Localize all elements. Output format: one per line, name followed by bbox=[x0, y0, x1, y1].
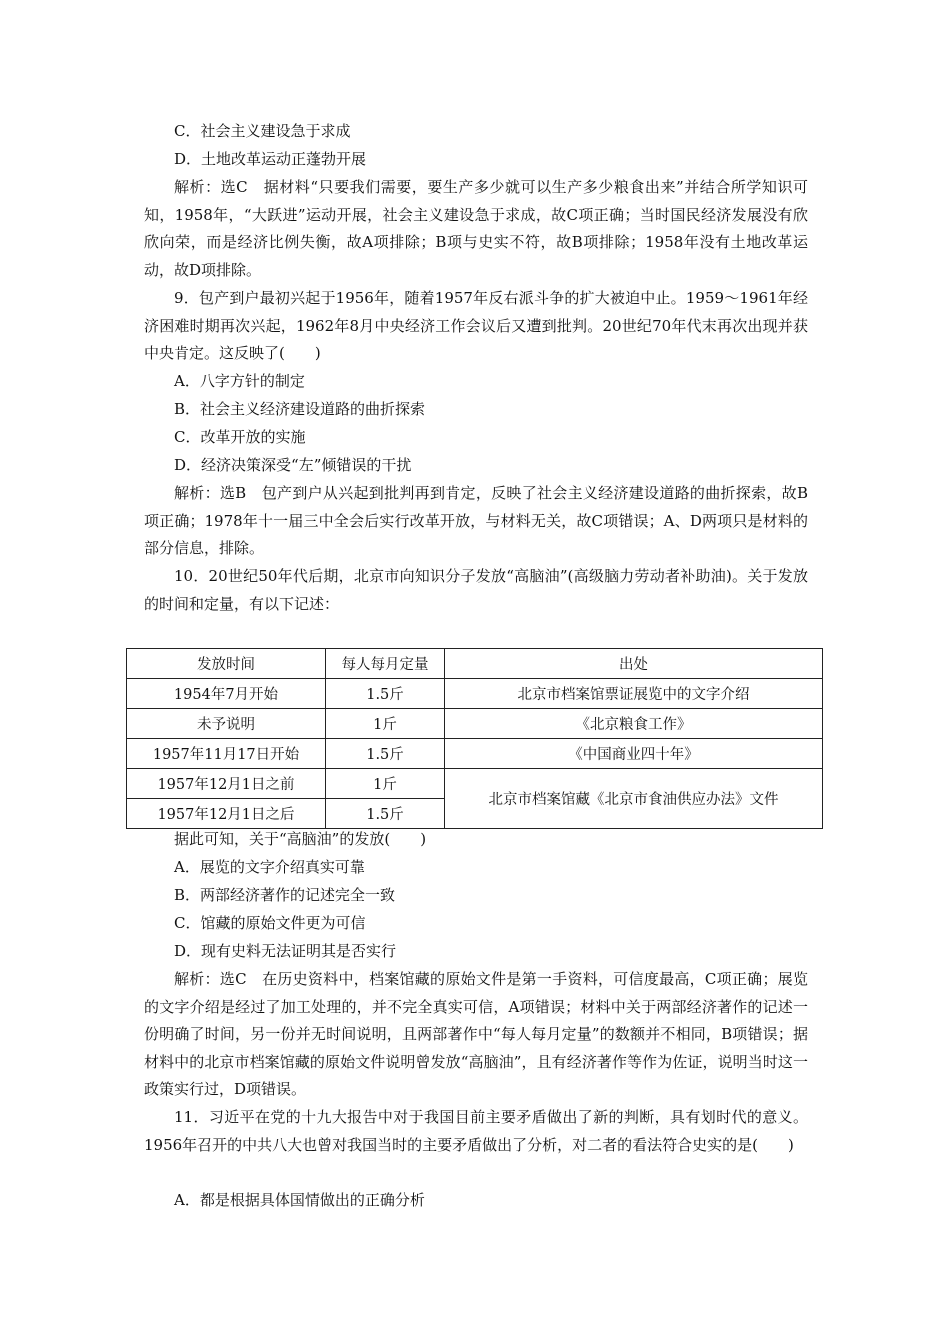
table-cell: 1957年11月17日开始 bbox=[127, 739, 326, 769]
table-cell: 1957年12月1日之后 bbox=[127, 799, 326, 829]
table-row bbox=[127, 769, 823, 799]
table-cell: 未予说明 bbox=[127, 709, 326, 739]
table-cell: 《中国商业四十年》 bbox=[445, 739, 823, 769]
table-cell: 1.5斤 bbox=[326, 799, 445, 829]
table-header-row bbox=[127, 649, 823, 679]
q9-option-b: B．社会主义经济建设道路的曲折探索 bbox=[174, 400, 426, 418]
table-cell: 《北京粮食工作》 bbox=[445, 709, 823, 739]
table-cell: 1957年12月1日之前 bbox=[127, 769, 326, 799]
q10-option-b: B．两部经济著作的记述完全一致 bbox=[174, 886, 396, 904]
table-cell: 1.5斤 bbox=[326, 739, 445, 769]
ration-table bbox=[126, 648, 823, 829]
table-cell: 1斤 bbox=[326, 709, 445, 739]
table-row bbox=[127, 679, 823, 709]
q8-option-d: D．土地改革运动正蓬勃开展 bbox=[174, 150, 367, 168]
table-header-cell: 每人每月定量 bbox=[326, 649, 445, 679]
q9-option-c: C．改革开放的实施 bbox=[174, 428, 306, 446]
q10-option-d: D．现有史料无法证明其是否实行 bbox=[174, 942, 397, 960]
table-cell: 1.5斤 bbox=[326, 679, 445, 709]
q11-option-a: A．都是根据具体国情做出的正确分析 bbox=[174, 1191, 425, 1209]
q9-option-a: A．八字方针的制定 bbox=[174, 372, 305, 390]
table-header-cell: 出处 bbox=[445, 649, 823, 679]
table-row bbox=[127, 709, 823, 739]
table-cell: 1954年7月开始 bbox=[127, 679, 326, 709]
q8-analysis: 解析：选C 据材料“只要我们需要，要生产多少就可以生产多少粮食出来”并结合所学知识可知，1958年，“大跃进”运动开展，社会主义建设急于求成，故C项正确；当时国民经济发展没有欣欣向荣，而是经济比例失衡，故A项排除；B项与史实不符，故B项排除；1958年没有土地改革运动，故D项排除。 bbox=[144, 178, 808, 279]
q10-stem: 10．20世纪50年代后期，北京市向知识分子发放“高脑油”(高级脑力劳动者补助油)。关于发放的时间和定量，有以下记述： bbox=[144, 567, 808, 613]
table-cell: 1斤 bbox=[326, 769, 445, 799]
q9-stem: 9．包产到户最初兴起于1956年，随着1957年反右派斗争的扩大被迫中止。1959～1961年经济困难时期再次兴起，1962年8月中央经济工作会议后又遭到批判。20世纪70年代末再次出现并获中央肯定。这反映了( ) bbox=[144, 289, 808, 362]
table-header-cell: 发放时间 bbox=[127, 649, 326, 679]
q11-stem: 11．习近平在党的十九大报告中对于我国目前主要矛盾做出了新的判断，具有划时代的意义。1956年召开的中共八大也曾对我国当时的主要矛盾做出了分析，对二者的看法符合史实的是( ) bbox=[144, 1108, 808, 1154]
table-cell: 北京市档案馆票证展览中的文字介绍 bbox=[445, 679, 823, 709]
table-row bbox=[127, 739, 823, 769]
q9-analysis: 解析：选B 包产到户从兴起到批判再到肯定，反映了社会主义经济建设道路的曲折探索，故B项正确；1978年十一届三中全会后实行改革开放，与材料无关，故C项错误；A、D两项只是材料的部分信息，排除。 bbox=[144, 484, 808, 557]
table-cell-merged: 北京市档案馆藏《北京市食油供应办法》文件 bbox=[445, 769, 823, 829]
q10-option-c: C．馆藏的原始文件更为可信 bbox=[174, 914, 366, 932]
q10-option-a: A．展览的文字介绍真实可靠 bbox=[174, 858, 365, 876]
q10-question: 据此可知，关于“高脑油”的发放( ) bbox=[174, 830, 427, 848]
q9-option-d: D．经济决策深受“左”倾错误的干扰 bbox=[174, 456, 412, 474]
q10-analysis: 解析：选C 在历史资料中，档案馆藏的原始文件是第一手资料，可信度最高，C项正确；展览的文字介绍是经过了加工处理的，并不完全真实可信，A项错误；材料中关于两部经济著作的记述一份明确了时间，另一份并无时间说明，且两部著作中“每人每月定量”的数额并不相同，B项错误；据材料中的北京市档案馆藏的原始文件说明曾发放“高脑油”，且有经济著作等作为佐证，说明当时这一政策实行过，D项错误。 bbox=[144, 970, 808, 1098]
q8-option-c: C．社会主义建设急于求成 bbox=[174, 122, 351, 140]
